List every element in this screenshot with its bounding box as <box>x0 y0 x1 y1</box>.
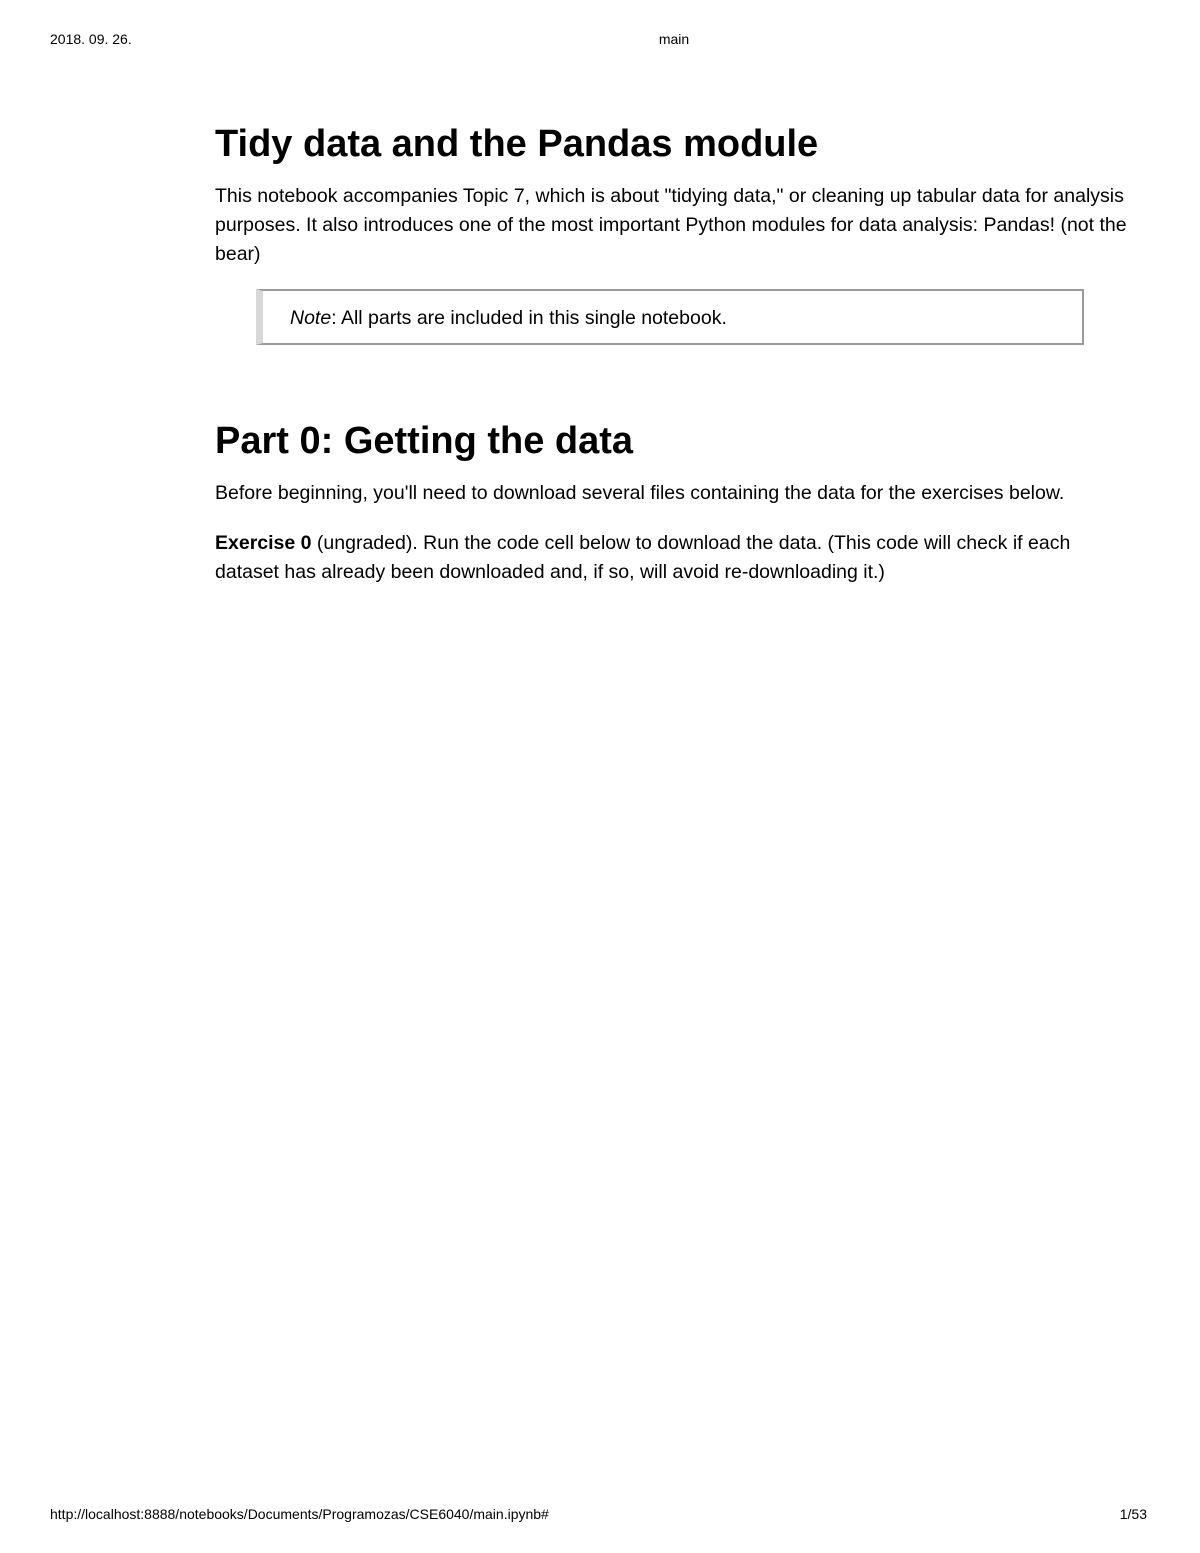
part0-before-paragraph: Before beginning, you'll need to download several files containing the data for the exercises below. <box>215 482 1065 504</box>
exercise-0-label: Exercise 0 <box>215 532 312 554</box>
note-text <box>290 306 727 330</box>
exercise-0-text: (ungraded). Run the code cell below to download the data. (This code will check if each dataset has already been downloaded and, if so, will avoid re-downloading it.) <box>215 532 1071 583</box>
exercise-0-paragraph <box>215 529 1135 587</box>
print-footer-page: 1/53 <box>1119 1506 1147 1522</box>
note-body: : All parts are included in this single notebook. <box>331 307 727 329</box>
intro-paragraph: This notebook accompanies Topic 7, which is about "tidying data," or cleaning up tabular data for analysis purposes. It also introduces one of the most important Python modules for data analysis: Pandas! (not the bear) <box>215 185 1127 265</box>
note-callout <box>256 289 1084 345</box>
note-label: Note <box>290 307 332 329</box>
part0-heading: Part 0: Getting the data <box>215 420 634 462</box>
notebook-content <box>215 118 1135 587</box>
print-footer-url: http://localhost:8888/notebooks/Documents/Programozas/CSE6040/main.ipynb# <box>50 1506 549 1522</box>
print-header-date: 2018. 09. 26. <box>50 31 132 47</box>
print-header-title: main <box>658 31 690 47</box>
notebook-title: Tidy data and the Pandas module <box>215 123 819 165</box>
